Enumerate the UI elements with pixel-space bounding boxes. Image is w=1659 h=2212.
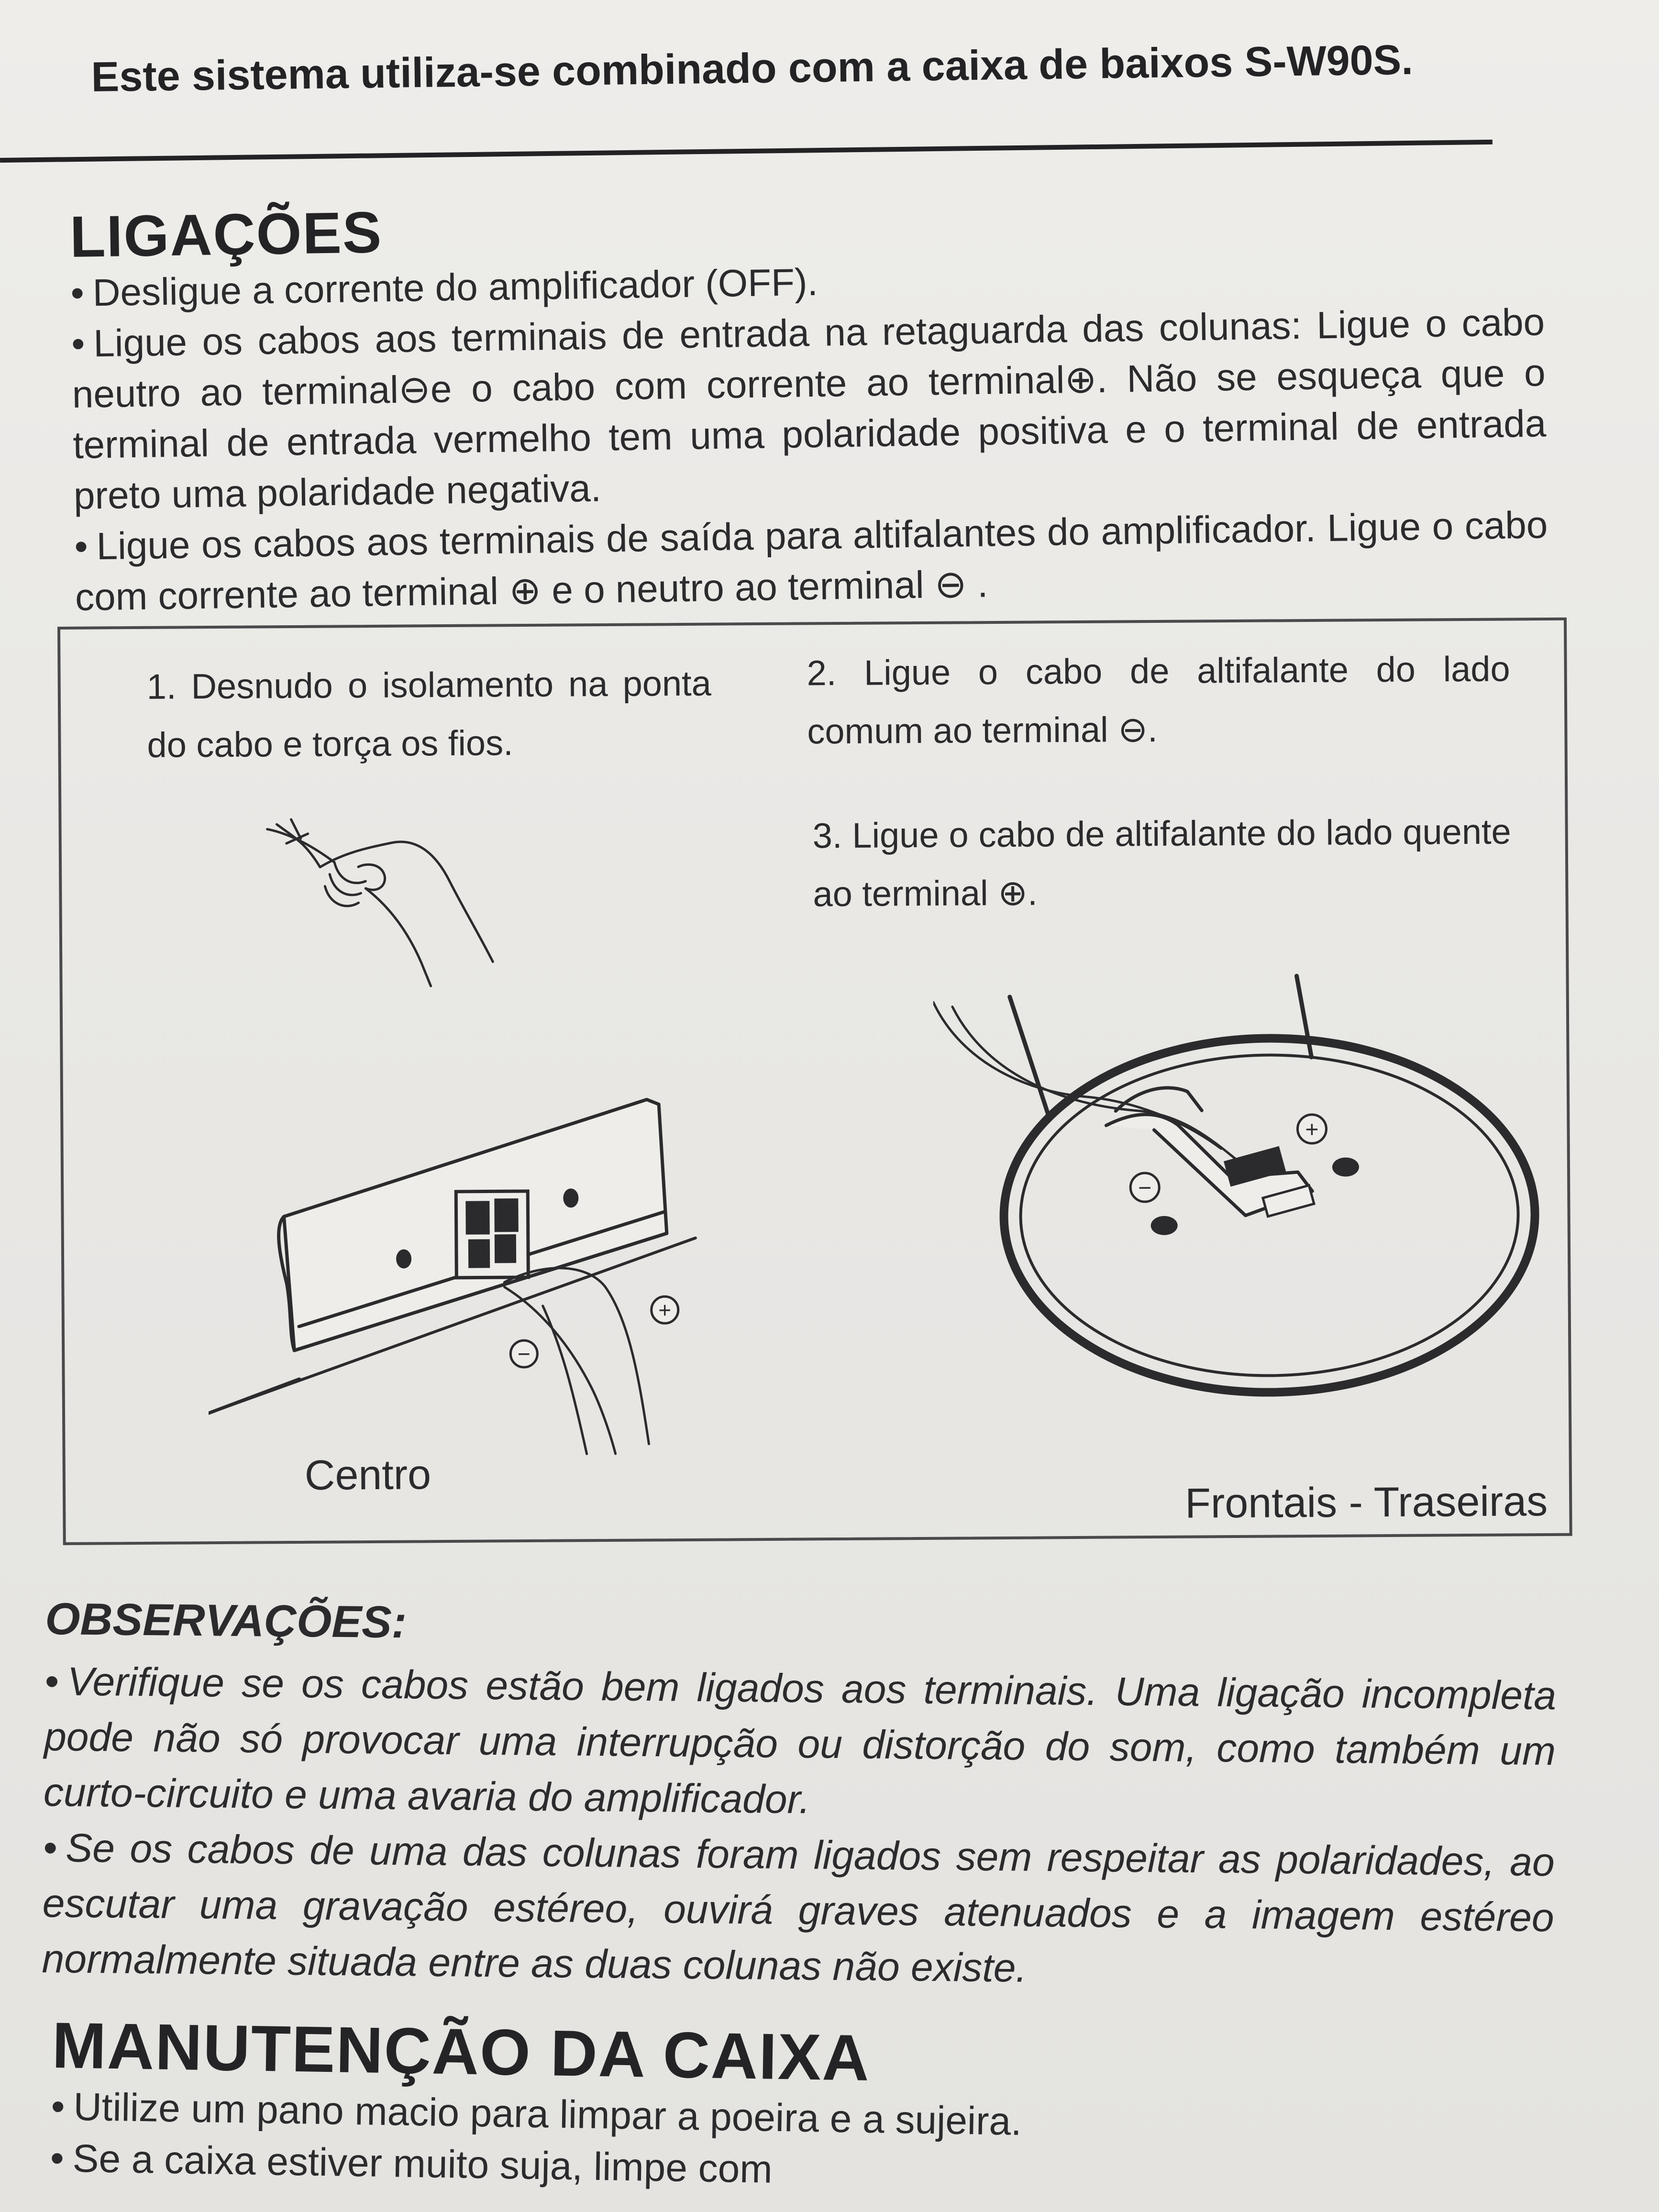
twist-wire-hand-illustration xyxy=(262,808,531,992)
section-manutencao xyxy=(50,2009,1583,2208)
wiring-diagram-box xyxy=(57,618,1572,1545)
center-speaker-terminal-illustration xyxy=(207,1080,711,1466)
front-rear-minus-symbol: − xyxy=(1138,1175,1152,1201)
header-rule xyxy=(0,140,1493,163)
manutencao-bullet-1: • Utilize um pano macio para limpar a poeira e a sujeira. xyxy=(51,2081,1582,2157)
label-front-rear: Frontais - Traseiras xyxy=(1184,1477,1548,1527)
section-title-ligacoes: LIGAÇÕES xyxy=(69,199,383,269)
section-title-observacoes: OBSERVAÇÕES: xyxy=(44,1593,407,1648)
ligacoes-bullet-1: • Desligue a corrente do amplificador (OFF). xyxy=(70,246,1544,319)
observacoes-bullet-1: • Verifique se os cabos estão bem ligados aos terminais. Uma ligação incompleta pode não só provocar uma interrupção ou distorção do som, como também um curto-circuito e uma avaria do amplificador. xyxy=(43,1653,1556,1834)
front-rear-plus-symbol: + xyxy=(1305,1117,1319,1143)
center-plus-symbol: + xyxy=(658,1297,672,1323)
header-note: Este sistema utiliza-se combinado com a caixa de baixos S-W90S. xyxy=(91,35,1414,100)
manutencao-bullet-2: • Se a caixa estiver muito suja, limpe com xyxy=(50,2133,1581,2208)
front-rear-speaker-terminal-illustration xyxy=(933,965,1557,1399)
step-3-text: 3. Ligue o cabo de altifalante do lado quente ao terminal ⊕. xyxy=(812,811,1511,914)
ligacoes-bullet-2: • Ligue os cabos aos terminais de entrada na retaguarda das colunas: Ligue o cabo neutro ao terminal⊖e o cabo com corrente ao terminal⊕. Não se esqueça que o terminal de entrada vermelho tem uma polaridade positiva e o terminal de entrada preto uma polaridade negativa. xyxy=(71,297,1548,521)
center-minus-symbol: − xyxy=(517,1341,531,1367)
section-ligacoes xyxy=(69,184,1549,623)
observacoes-bullet-2: • Se os cabos de uma das colunas foram ligados sem respeitar as polaridades, ao escutar uma gravação estéreo, ouvirá graves atenuados e a imagem estéreo normalmente situada entre as duas colunas não existe. xyxy=(42,1820,1555,2001)
section-observacoes xyxy=(42,1593,1557,2001)
ligacoes-bullet-3: • Ligue os cabos aos terminais de saída para altifalantes do amplificador. Ligue o cabo com corrente ao terminal ⊕ e o neutro ao terminal ⊖ . xyxy=(74,499,1549,623)
step-1-text: 1. Desnudo o isolamento na ponta do cabo e torça os fios. xyxy=(146,663,712,765)
label-center: Centro xyxy=(304,1450,431,1499)
section-title-manutencao: MANUTENÇÃO DA CAIXA xyxy=(51,2009,871,2094)
step-2-text: 2. Ligue o cabo de altifalante do lado comum ao terminal ⊖. xyxy=(807,649,1510,752)
